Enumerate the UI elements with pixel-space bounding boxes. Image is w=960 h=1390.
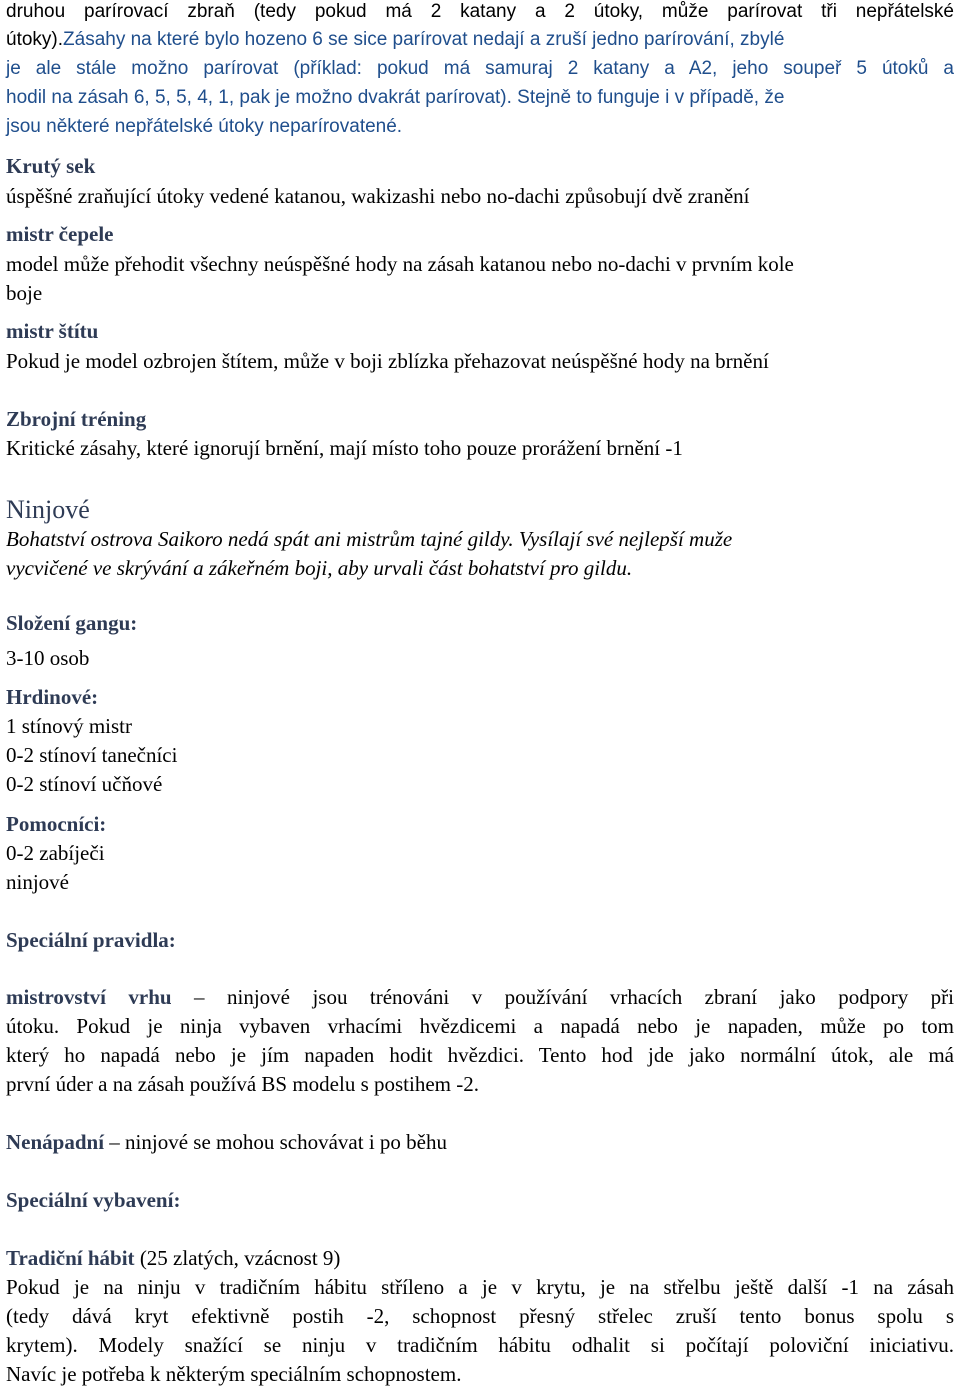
throw-mastery-line-4: první úder a na zásah používá BS modelu s postihem -2. bbox=[6, 1072, 479, 1096]
faction-title: Ninjové bbox=[6, 495, 90, 524]
composition-title: Složení gangu: bbox=[6, 611, 138, 635]
stealthy-title: Nenápadní bbox=[6, 1130, 105, 1154]
intro-line-4b: Stejně to funguje i v případě, že bbox=[511, 87, 785, 108]
stealthy-text: – ninjové se mohou schovávat i po běhu bbox=[104, 1130, 447, 1154]
hero-item: 0-2 stínoví tanečníci bbox=[6, 743, 178, 767]
equipment-text-4: Navíc je potřeba k některým speciálním schopnostem. bbox=[6, 1362, 462, 1386]
skill-text-blade-master-1: model může přehodit všechny neúspěšné hody na zásah katanou nebo no-dachi v prvním kole bbox=[6, 252, 794, 276]
equipment-text-1: Pokud je na ninju v tradičním hábitu stříleno a je v krytu, je na střelbu ještě další -1 na zásah bbox=[6, 1275, 954, 1299]
heroes-title: Hrdinové: bbox=[6, 685, 99, 709]
composition-value: 3-10 osob bbox=[6, 646, 90, 670]
faction-flavor-2: vycvičené ve skrývání a zákeřném boji, aby urvali část bohatství pro gildu. bbox=[6, 556, 633, 580]
skill-text-blade-master-2: boje bbox=[6, 281, 43, 305]
hero-item: 0-2 stínoví učňové bbox=[6, 772, 163, 796]
henchmen-title: Pomocníci: bbox=[6, 812, 107, 836]
henchman-item: ninjové bbox=[6, 870, 69, 894]
skill-title-blade-master: mistr čepele bbox=[6, 222, 114, 246]
skill-text-weapon-training: Kritické zásahy, které ignorují brnění, mají místo toho pouze prorážení brnění -1 bbox=[6, 436, 683, 460]
skill-text-cruel-cut: úspěšné zraňující útoky vedené katanou, wakizashi nebo no-dachi způsobují dvě zranění bbox=[6, 184, 750, 208]
intro-line-2b: Zásahy na které bylo hozeno 6 se sice parírovat nedají a zruší jedno parírování, zbylé bbox=[63, 29, 785, 50]
intro-line-5: jsou některé nepřátelské útoky neparírovatené. bbox=[6, 116, 403, 137]
intro-line-2 bbox=[6, 26, 784, 54]
equipment-text-3: krytem). Modely snažící se ninju v tradičním hábitu odhalit si počítají poloviční iniciativu. bbox=[6, 1333, 954, 1357]
throw-mastery-line-2: útoku. Pokud je ninja vybaven vrhacími hvězdicemi a napadá nebo je napaden, může po tom bbox=[6, 1014, 954, 1038]
stealthy-rule bbox=[6, 1128, 447, 1156]
equipment-item-header bbox=[6, 1244, 340, 1272]
skill-title-cruel-cut: Krutý sek bbox=[6, 154, 96, 178]
intro-line-2a: útoky). bbox=[6, 29, 64, 50]
intro-line-1: druhou parírovací zbraň (tedy pokud má 2 katany a 2 útoky, může parírovat tři nepřátelské bbox=[6, 1, 954, 22]
skill-title-weapon-training: Zbrojní tréning bbox=[6, 407, 147, 431]
equipment-item-cost: (25 zlatých, vzácnost 9) bbox=[134, 1246, 341, 1270]
hero-item: 1 stínový mistr bbox=[6, 714, 133, 738]
throw-mastery-line-3: který ho napadá nebo je jím napaden hodit hvězdici. Tento hod jde jako normální útok, ale má bbox=[6, 1043, 954, 1067]
throw-mastery-title: mistrovství vrhu bbox=[6, 985, 172, 1009]
throw-mastery-text: – ninjové jsou trénováni v používání vrhacích zbraní jako podpory při bbox=[171, 985, 954, 1009]
intro-line-4a: hodil na zásah 6, 5, 5, 4, 1, pak je možno dvakrát parírovat). bbox=[6, 87, 512, 108]
throw-mastery-line-1 bbox=[6, 983, 954, 1011]
equipment-title: Speciální vybavení: bbox=[6, 1188, 181, 1212]
equipment-text-2: (tedy dává kryt efektivně postih -2, schopnost přesný střelec zruší tento bonus spolu s bbox=[6, 1304, 954, 1328]
skill-title-shield-master: mistr štítu bbox=[6, 319, 99, 343]
intro-line-4 bbox=[6, 84, 784, 112]
equipment-item-name: Tradiční hábit bbox=[6, 1246, 135, 1270]
faction-flavor-1: Bohatství ostrova Saikoro nedá spát ani mistrům tajné gildy. Vysílají své nejlepší muže bbox=[6, 527, 733, 551]
skill-text-shield-master: Pokud je model ozbrojen štítem, může v boji zblízka přehazovat neúspěšné hody na brnění bbox=[6, 349, 769, 373]
intro-line-3: je ale stále možno parírovat (příklad: pokud má samuraj 2 katany a A2, jeho soupeř 5 útoků a bbox=[6, 58, 954, 79]
special-rules-title: Speciální pravidla: bbox=[6, 928, 176, 952]
henchman-item: 0-2 zabíječi bbox=[6, 841, 105, 865]
